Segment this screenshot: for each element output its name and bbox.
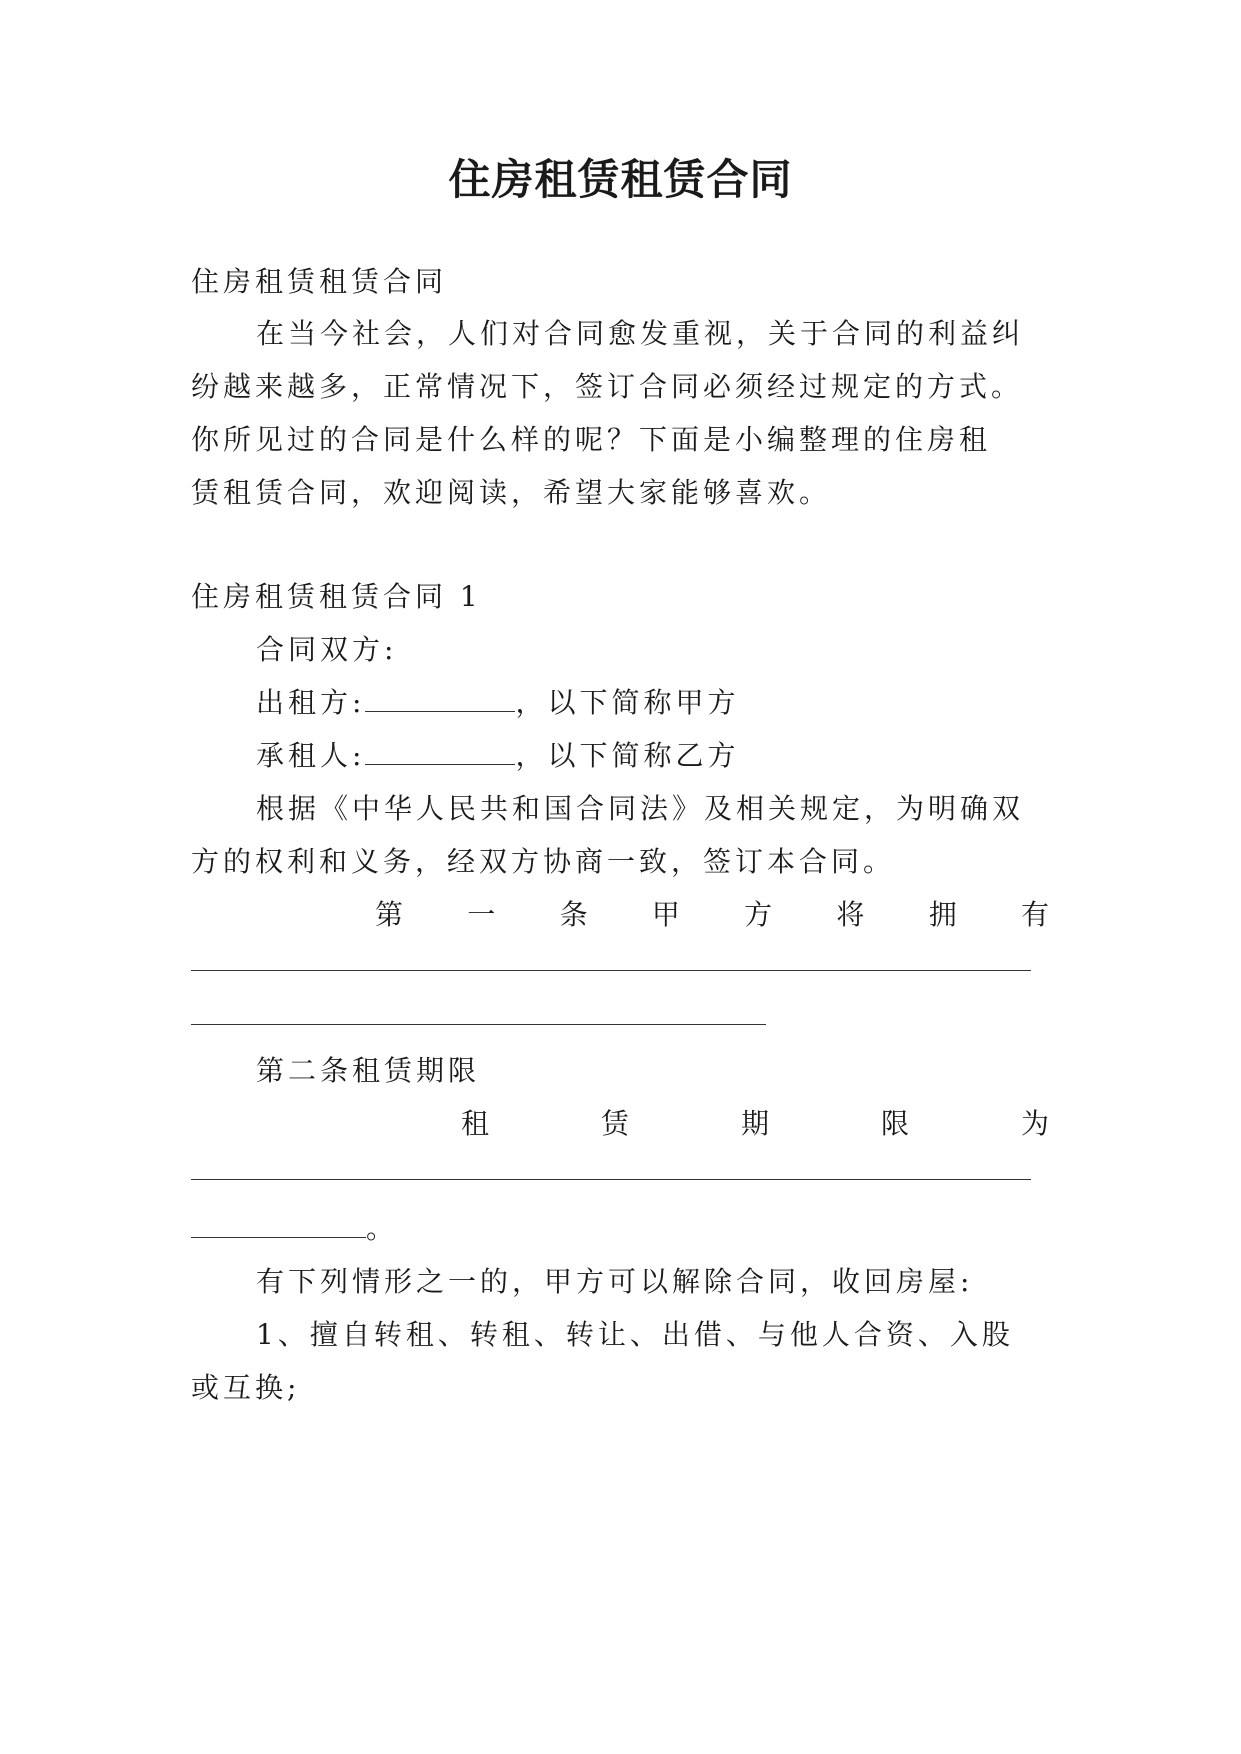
article1-word: 甲 xyxy=(651,898,680,931)
article2-word: 赁 xyxy=(600,1107,629,1140)
lessor-suffix: ，以下简称甲方 xyxy=(515,686,740,719)
article1-line xyxy=(375,895,1049,935)
article2-word: 为 xyxy=(1020,1107,1049,1140)
article2-end-line xyxy=(191,1209,1051,1249)
intro-line-4: 赁租赁合同，欢迎阅读，希望大家能够喜欢。 xyxy=(191,476,832,509)
article2-word: 限 xyxy=(880,1107,909,1140)
lessee-line xyxy=(256,736,1051,776)
lessor-blank xyxy=(365,685,515,712)
termination-intro: 有下列情形之一的，甲方可以解除合同，收回房屋: xyxy=(256,1265,974,1298)
parties-label: 合同双方: xyxy=(256,633,398,666)
item1-line-1: 1、擅自转租、转租、转让、出借、与他人合资、入股 xyxy=(256,1318,1014,1351)
intro-line-3: 你所见过的合同是什么样的呢？下面是小编整理的住房租 xyxy=(191,423,992,456)
article1-blank-line-1 xyxy=(191,970,1031,971)
lessee-blank xyxy=(365,738,515,765)
article2-line xyxy=(461,1104,1049,1144)
article1-word: 将 xyxy=(836,898,865,931)
article2-end-mark: 。 xyxy=(366,1212,399,1245)
lessor-line xyxy=(256,683,1051,723)
article1-word: 拥 xyxy=(928,898,957,931)
article1-word: 条 xyxy=(559,898,588,931)
article2-word: 期 xyxy=(740,1107,769,1140)
subtitle: 住房租赁租赁合同 xyxy=(191,265,448,298)
document-title: 住房租赁租赁合同 xyxy=(448,155,793,204)
section-heading: 住房租赁租赁合同 1 xyxy=(191,580,482,613)
item1-line-2: 或互换; xyxy=(191,1371,301,1404)
article2-blank-line-1 xyxy=(191,1179,1031,1180)
article1-word: 有 xyxy=(1020,898,1049,931)
article1-blank-line-2 xyxy=(191,1024,766,1025)
lessee-label: 承租人: xyxy=(256,739,366,772)
article2-blank-line-2 xyxy=(191,1211,366,1238)
article2-word: 租 xyxy=(461,1107,490,1140)
intro-line-1: 在当今社会，人们对合同愈发重视，关于合同的利益纠 xyxy=(256,317,1025,350)
basis-line-2: 方的权利和义务，经双方协商一致，签订本合同。 xyxy=(191,845,896,878)
lessee-suffix: ，以下简称乙方 xyxy=(515,739,740,772)
article1-word: 方 xyxy=(744,898,773,931)
basis-line-1: 根据《中华人民共和国合同法》及相关规定，为明确双 xyxy=(256,792,1025,825)
intro-line-2: 纷越来越多，正常情况下，签订合同必须经过规定的方式。 xyxy=(191,370,1024,403)
lessor-label: 出租方: xyxy=(256,686,366,719)
article1-word: 第 xyxy=(375,898,404,931)
article2-heading: 第二条租赁期限 xyxy=(256,1054,481,1087)
article1-word: 一 xyxy=(467,898,496,931)
